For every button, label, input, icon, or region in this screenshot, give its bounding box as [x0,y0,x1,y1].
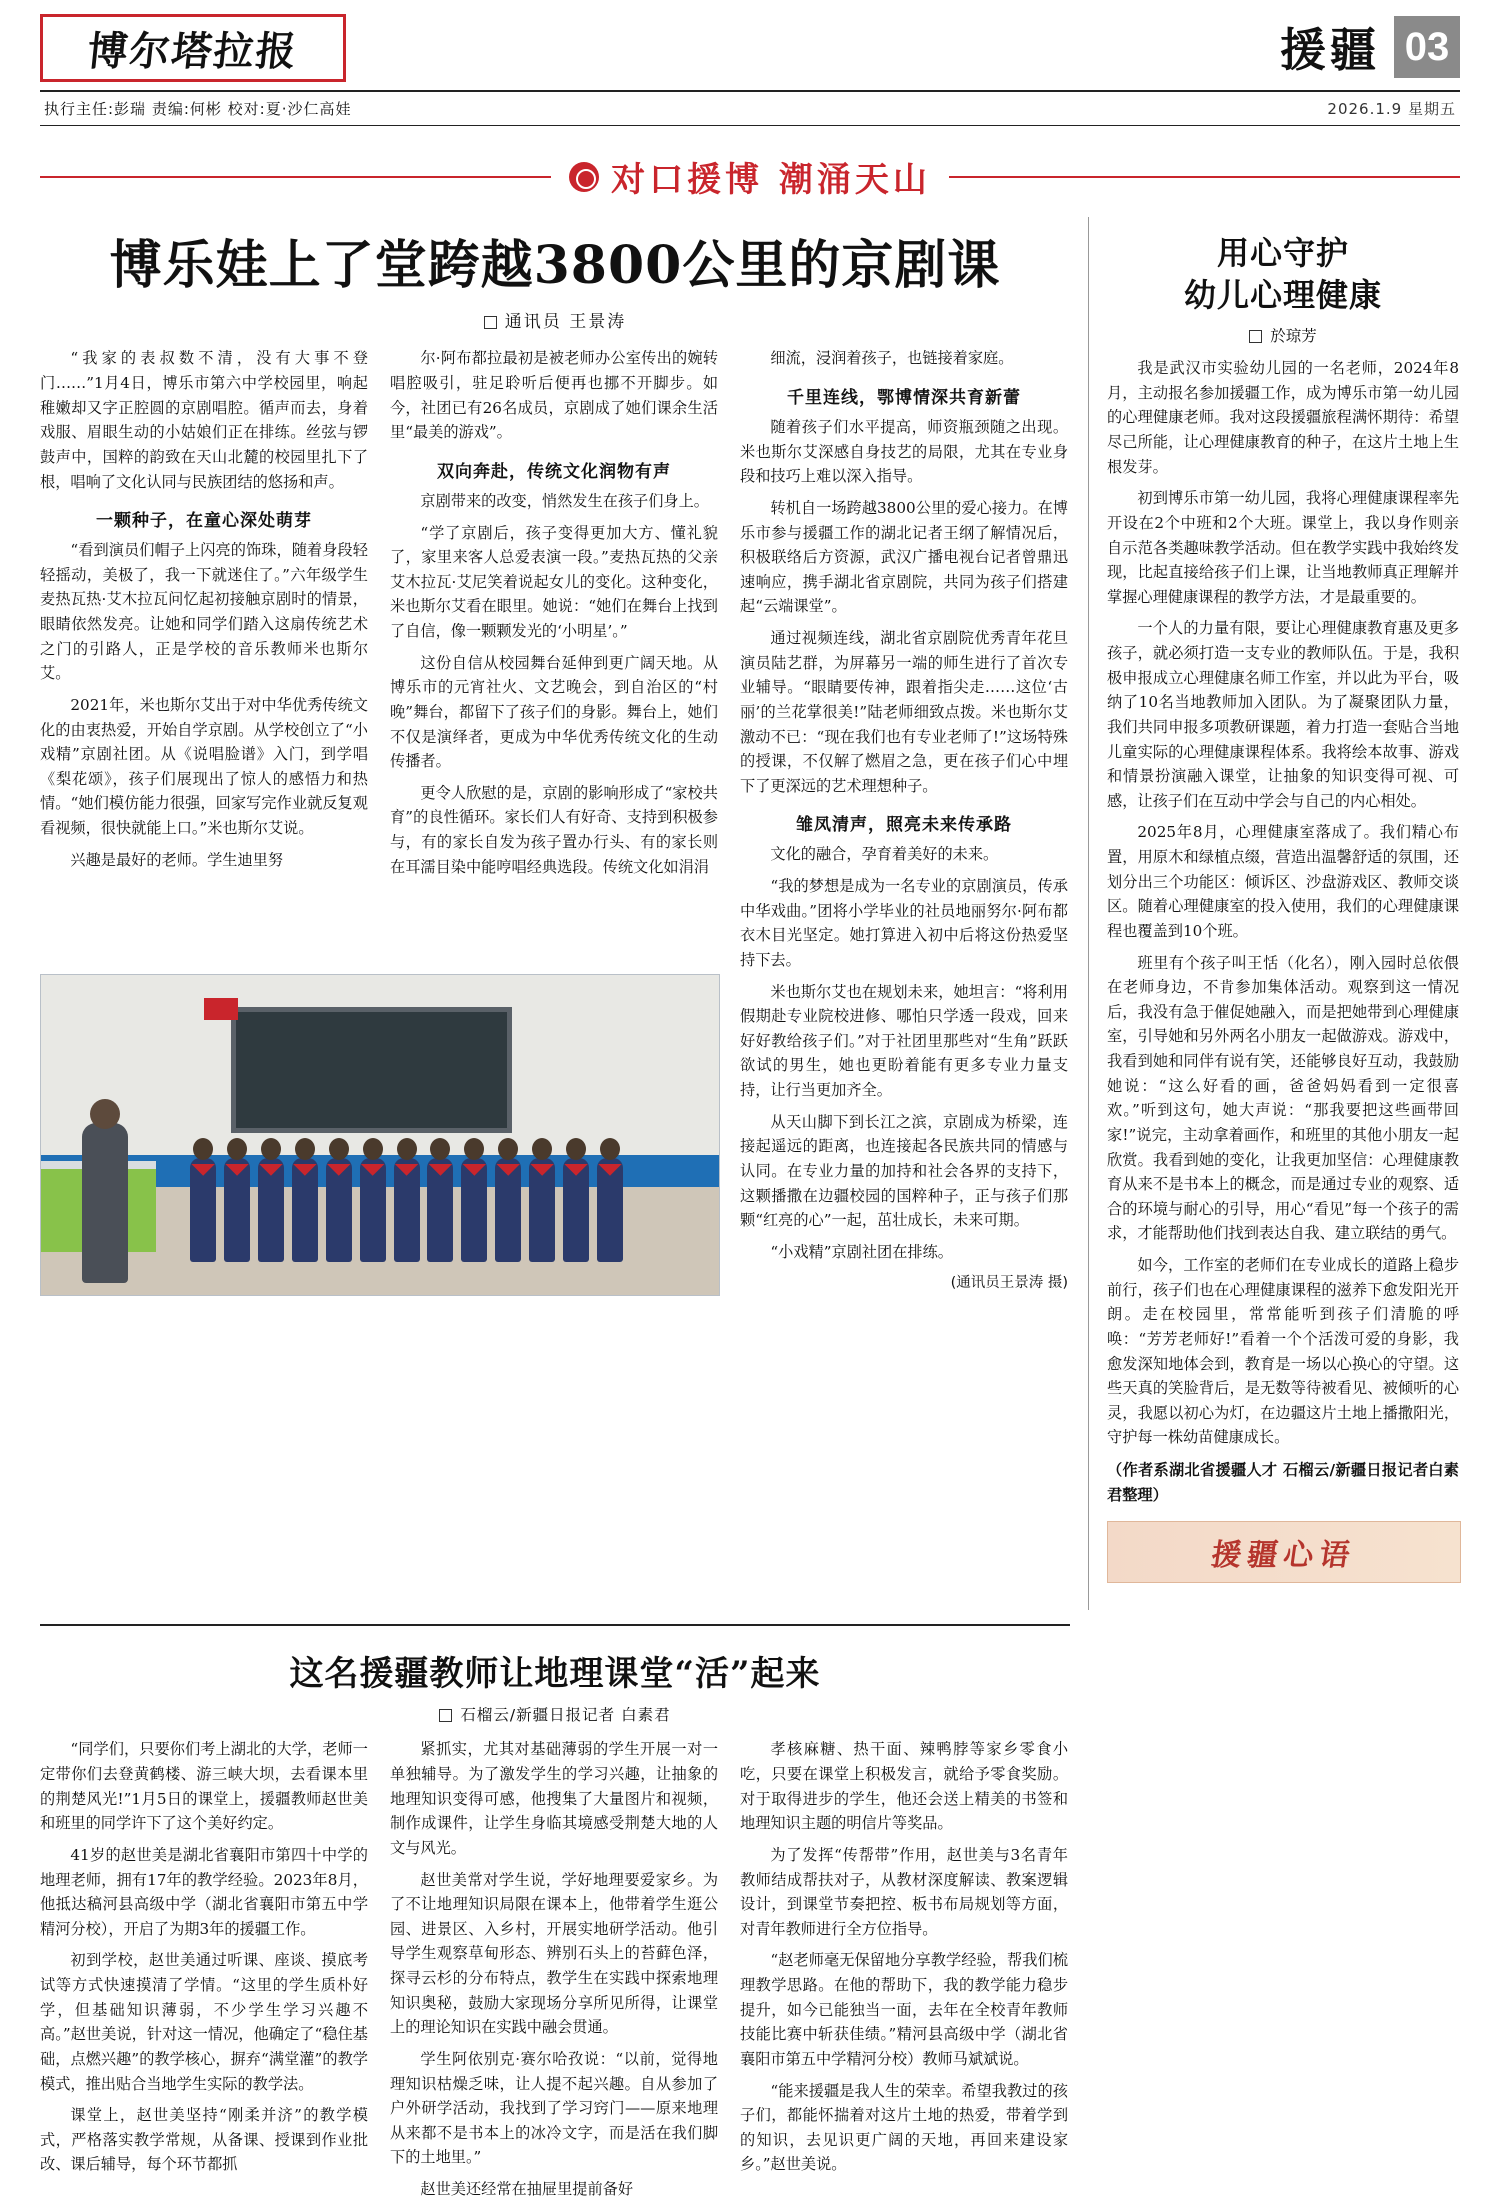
paragraph: 班里有个孩子叫王恬（化名），刚入园时总依偎在老师身边，不肯参加集体活动。观察到这一情况后，我没有急于催促她融入，而是把她带到心理健康室，引导她和另外两名小朋友一起做游戏。游戏中，我看到她和同伴有说有笑，还能够良好互动，我鼓励她说：“这么好看的画，爸爸妈妈看到一定很喜欢。”听到这句，她大声说：“那我要把这些画带回家!”说完，主动拿着画作，和班里的其他小朋友一起欣赏。我看到她的变化，让我更加坚信：心理健康教育从来不是书本上的概念，而是通过专业的观察、适合的环境与耐心的引导，用心“看见”每一个孩子的需求，才能帮助他们找到表达自我、建立联结的勇气。 [1107,953,1459,1243]
photo-student [495,1158,521,1262]
paragraph: “看到演员们帽子上闪亮的饰珠，随着身段轻轻摇动，美极了，我一下就迷住了。”六年级学生麦热瓦热·艾木拉瓦问忆起初接触京剧时的情景，眼睛依然发亮。让她和同学们踏入这扇传统艺术之门的引路人，正是学校的音乐教师米也斯尔艾。 [40,541,368,683]
content-area [40,217,1460,1610]
paragraph: 赵世美常对学生说，学好地理要爱家乡。为了不让地理知识局限在课本上，他带着学生逛公园、进景区、入乡村，开展实地研学活动。他引导学生观察草甸形态、辨别石头上的苔藓色泽，探寻云杉的分布特点，教学生在实践中探索地理知识奥秘，鼓励大家现场分享所见所得，让课堂上的理论知识在实践中融会贯通。 [390,1870,718,2037]
paragraph: 课堂上，赵世美坚持“刚柔并济”的教学模式，严格落实教学常规，从备课、授课到作业批改、课后辅导，每个环节都抓 [40,2106,368,2174]
photo-student [597,1158,623,1262]
paragraph: 2025年8月，心理健康室落成了。我们精心布置，用原木和绿植点缀，营造出温馨舒适的氛围，还划分出三个功能区：倾诉区、沙盘游戏区、教师交谈区。随着心理健康室的投入使用，我们的心理健康课程也覆盖到10个班。 [1107,823,1459,940]
bullet-square-icon [439,1709,452,1722]
paragraph: 赵世美还经常在抽屉里提前备好 [420,2180,634,2199]
paragraph: “赵老师毫无保留地分享教学经验，帮我们梳理教学思路。在他的帮助下，我的教学能力稳步提升，如今已能独当一面，去年在全校青年教师技能比赛中斩获佳绩。”精河县高级中学（湖北省襄阳市第五中学精河分校）教师马斌斌说。 [740,1951,1068,2068]
classroom-photo [40,974,720,1296]
paragraph: 细流，浸润着孩子，也链接着家庭。 [770,349,1014,368]
paragraph: 2021年，米也斯尔艾出于对中华优秀传统文化的由衷热爱，开始自学京剧。从学校创立了“小戏精”京剧社团。从《说唱脸谱》入门，到学唱《梨花颂》，孩子们展现出了惊人的感悟力和热情。“她们模仿能力很强，回家写完作业就反复观看视频，很快就能上口。”米也斯尔艾说。 [40,695,368,838]
right-headline-line2: 幼儿心理健康 [1183,275,1382,314]
photo-student [326,1158,352,1262]
seal-icon [569,162,599,192]
lower-column-1 [40,1737,368,2208]
photo-student [394,1158,420,1262]
subheading: 千里连线，鄂博情深共育新蕾 [787,388,1021,409]
right-byline [1107,324,1459,346]
lower-columns [40,1737,1070,2208]
paragraph: 这份自信从校园舞台延伸到更广阔天地。从博乐市的元宵社火、文艺晚会，到自治区的“村晚”舞台，都留下了孩子们的身影。舞台上，她们不仅是演绎者，更成为中华优秀传统文化的生动传播者。 [390,653,718,771]
paragraph: 一个人的力量有限，要让心理健康教育惠及更多孩子，就必须打造一支专业的教师队伍。于是，我积极申报成立心理健康名师工作室，并以此为平台，吸纳了10名当地教师加入团队。为了凝聚团队力量，我们共同申报多项教研课题，着力打造一套贴合当地儿童实际的心理健康课程体系。我将绘本故事、游戏和情景扮演融入课堂，让抽象的知识变得可视、可感，让孩子们在互动中学会与自己的内心相处。 [1107,619,1459,810]
paragraph: 如今，工作室的老师们在专业成长的道路上稳步前行，孩子们也在心理健康课程的滋养下愈发阳光开朗。走在校园里，常常能听到孩子们清脆的呼唤：“芳芳老师好!”看着一个个活泼可爱的身影，我愈发深知地体会到，教育是一场以心换心的守望。这些天真的笑脸背后，是无数等待被看见、被倾听的心灵，我愿以初心为灯，在边疆这片土地上播撒阳光，守护每一株幼苗健康成长。 [1107,1256,1459,1447]
paragraph: 紧抓实，尤其对基础薄弱的学生开展一对一单独辅导。为了激发学生的学习兴趣，让抽象的地理知识变得可感，他搜集了大量图片和视频，制作成课件，让学生身临其境感受荆楚大地的人文与风光。 [390,1740,718,1857]
column-stamp [1107,1521,1461,1583]
paragraph: 京剧带来的改变，悄然发生在孩子们身上。 [420,491,709,510]
paragraph: “我的梦想是成为一名专业的京剧演员，传承中华戏曲。”团将小学毕业的社员地丽努尔·阿布都衣木目光坚定。她打算进入初中后将这份热爱坚持下去。 [740,877,1068,969]
subheading: 双向奔赴，传统文化润物有声 [437,461,671,482]
paragraph: 从天山脚下到长江之滨，京剧成为桥梁，连接起遥远的距离，也连接起各民族共同的情感与认同。在专业力量的加持和社会各界的支持下，这颗播撒在边疆校园的国粹种子，正与孩子们那颗“红亮的心”一起，茁壮成长，未来可期。 [740,1112,1068,1230]
paragraph: 尔·阿布都拉最初是被老师办公室传出的婉转唱腔吸引，驻足聆听后便再也挪不开脚步。如今，社团已有26名成员，京剧成了她们课余生活里“最美的游戏”。 [390,349,718,442]
paragraph: 41岁的赵世美是湖北省襄阳市第四十中学的地理老师，拥有17年的教学经验。2023年8月，他抵达稿河县高级中学（湖北省襄阳市第五中学精河分校），开启了为期3年的援疆工作。 [40,1845,368,1938]
staff-bar [40,90,1460,126]
paragraph: 转机自一场跨越3800公里的爱心接力。在博乐市参与援疆工作的湖北记者王纲了解情况后，积极联络后方资源，武汉广播电视台记者曾鼎迅速响应，携手湖北省京剧院，共同为孩子们搭建起“云端课堂”。 [740,498,1068,616]
paragraph: 通过视频连线，湖北省京剧院优秀青年花旦演员陆艺群，为屏幕另一端的师生进行了首次专业辅导。“眼睛要传神，跟着指尖走……这位‘古丽’的兰花掌很美!”陆老师细致点拨。米也斯尔艾激动不已：“现在我们也有专业老师了!”这场特殊的授课，不仅解了燃眉之急，更在孩子们心中埋下了更深远的艺术理想种子。 [740,629,1068,795]
lower-column-2 [390,1737,718,2208]
left-zone [40,217,1070,1610]
right-zone [1107,217,1459,1610]
section-title: 援疆 [1280,23,1380,77]
paragraph: 初到学校，赵世美通过听课、座谈、摸底考试等方式快速摸清了学情。“这里的学生质朴好学，但基础知识薄弱，不少学生学习兴趣不高。”赵世美说，针对这一情况，他确定了“稳住基础，点燃兴趣”的教学核心，摒弃“满堂灌”的教学模式，推出贴合当地学生实际的教学法。 [40,1951,368,2093]
right-headline-line1: 用心守护 [1216,234,1349,272]
main-byline-text: 通讯员 王景涛 [504,312,627,333]
paragraph: 为了发挥“传帮带”作用，赵世美与3名青年教师结成帮扶对子，从教材深度解读、教案逻辑设计，到课堂节奏把控、板书布局规划等方面，对青年教师进行全方位指导。 [740,1845,1068,1938]
paragraph: 更令人欣慰的是，京剧的影响形成了“家校共育”的良性循环。家长们人有好奇、支持到积极参与，有的家长自发为孩子置办行头、有的家长则在耳濡目染中能哼唱经典选段。传统文化如涓涓 [390,783,718,876]
photo-student [529,1158,555,1262]
paragraph: 文化的融合，孕育着美好的未来。 [770,845,999,864]
page-number-badge: 03 [1394,16,1460,78]
photo-caption: “小戏精”京剧社团在排练。 [770,1242,953,1261]
banner-rule-left [40,176,551,178]
photo-student [258,1158,284,1262]
bullet-square-icon [484,316,497,329]
flag-icon [204,998,238,1020]
right-headline [1107,233,1459,316]
column-stamp-text: 援疆心语 [1209,1538,1358,1574]
paragraph: 孝核麻糖、热干面、辣鸭脖等家乡零食小吃，只要在课堂上积极发言，就给予零食奖励。对于取得进步的学生，他还会送上精美的书签和地理知识主题的明信片等奖品。 [740,1740,1068,1833]
lower-story [40,1624,1070,2208]
newspaper-logo-text: 博尔塔拉报 [85,27,301,75]
photo-teacher [82,1123,128,1283]
banner-core [569,152,931,201]
subheading: 一颗种子，在童心深处萌芽 [96,511,312,532]
photo-student [427,1158,453,1262]
photo-student [190,1158,216,1262]
main-headline: 博乐娃上了堂跨越3800公里的京剧课 [109,235,1001,296]
right-signature: （作者系湖北省援疆人才 石榴云/新疆日报记者白素君整理） [1107,1461,1459,1504]
newspaper-logo [40,14,346,82]
main-byline [40,307,1070,332]
lower-byline-text: 石榴云/新疆日报记者 白素君 [460,1706,671,1725]
campaign-banner [40,152,1460,201]
photo-blackboard [231,1007,512,1132]
paragraph: 初到博乐市第一幼儿园，我将心理健康课程率先开设在2个中班和2个大班。课堂上，我以身作则亲自示范各类趣味教学活动。但在教学实践中我始终发现，比起直接给孩子们上课，让当地教师真正理解并掌握心理健康课程的教学方法，才是最重要的。 [1107,489,1459,606]
paragraph: 我是武汉市实验幼儿园的一名老师，2024年8月，主动报名参加援疆工作，成为博乐市第一幼儿园的心理健康老师。我对这段援疆旅程满怀期待：希望尽己所能，让心理健康教育的种子，在这片土地上生根发芽。 [1107,359,1459,476]
masthead-right [1280,14,1460,80]
masthead [0,0,1500,82]
paragraph: 米也斯尔艾也在规划未来，她坦言：“将利用假期赴专业院校进修、哪怕只学透一段戏，回来好好教给孩子们。”对于社团里那些对“生角”跃跃欲试的男生，她也更盼着能有更多专业力量支持，让行当更加齐全。 [740,982,1068,1100]
banner-rule-right [949,176,1460,178]
lower-headline: 这名援疆教师让地理课堂“活”起来 [289,1654,821,1695]
lower-column-3 [740,1737,1068,2208]
main-column-3 [740,346,1068,1292]
staff-credits: 执行主任:彭瑞 责编:何彬 校对:夏·沙仁高娃 [44,100,352,118]
subheading: 雏凤清声，照亮未来传承路 [796,815,1012,836]
lower-byline [40,1703,1070,1725]
photo-student [224,1158,250,1262]
column-divider [1088,217,1089,1610]
paragraph: 学生阿依别克·赛尔哈孜说：“以前，觉得地理知识枯燥乏味，让人提不起兴趣。自从参加了户外研学活动，我找到了学习窍门——原来地理从来都不是书本上的冰冷文字，而是活在我们脚下的土地里。” [390,2049,718,2167]
photo-student [461,1158,487,1262]
paragraph: “同学们，只要你们考上湖北的大学，老师一定带你们去登黄鹤楼、游三峡大坝，去看课本里的荆楚风光!”1月5日的课堂上，援疆教师赵世美和班里的同学许下了这个美好约定。 [40,1740,368,1833]
photo-student [563,1158,589,1262]
paragraph: 随着孩子们水平提高，师资瓶颈随之出现。米也斯尔艾深感自身技艺的局限，尤其在专业身段和技巧上难以深入指导。 [740,418,1068,486]
paragraph: 兴趣是最好的老师。学生迪里努 [70,850,284,869]
paragraph: “我家的表叔数不清，没有大事不登门……”1月4日，博乐市第六中学校园里，响起稚嫩却又字正腔圆的京剧唱腔。循声而去，身着戏服、眉眼生动的小姑娘们正在排练。丝弦与锣鼓声中，国粹的韵致在天山北麓的校园里扎下了根，唱响了文化认同与民族团结的悠扬和声。 [40,349,368,491]
paragraph: “学了京剧后，孩子变得更加大方、懂礼貌了，家里来客人总爱表演一段。”麦热瓦热的父亲艾木拉瓦·艾尼笑着说起女儿的变化。这种变化，米也斯尔艾看在眼里。她说：“她们在舞台上找到了自信，像一颗颗发光的‘小明星’。” [390,523,718,641]
paragraph: “能来援疆是我人生的荣幸。希望我教过的孩子们，都能怀揣着对这片土地的热爱，带着学到的知识，去见识更广阔的天地，再回来建设家乡。”赵世美说。 [740,2081,1068,2174]
bullet-square-icon [1249,330,1262,343]
photo-student [292,1158,318,1262]
right-byline-text: 於琼芳 [1270,327,1317,346]
issue-date: 2026.1.9 星期五 [1327,100,1456,118]
photo-student [360,1158,386,1262]
photo-credit: (通讯员王景涛 摄) [950,1275,1068,1292]
banner-title: 对口援博 潮涌天山 [611,160,931,200]
